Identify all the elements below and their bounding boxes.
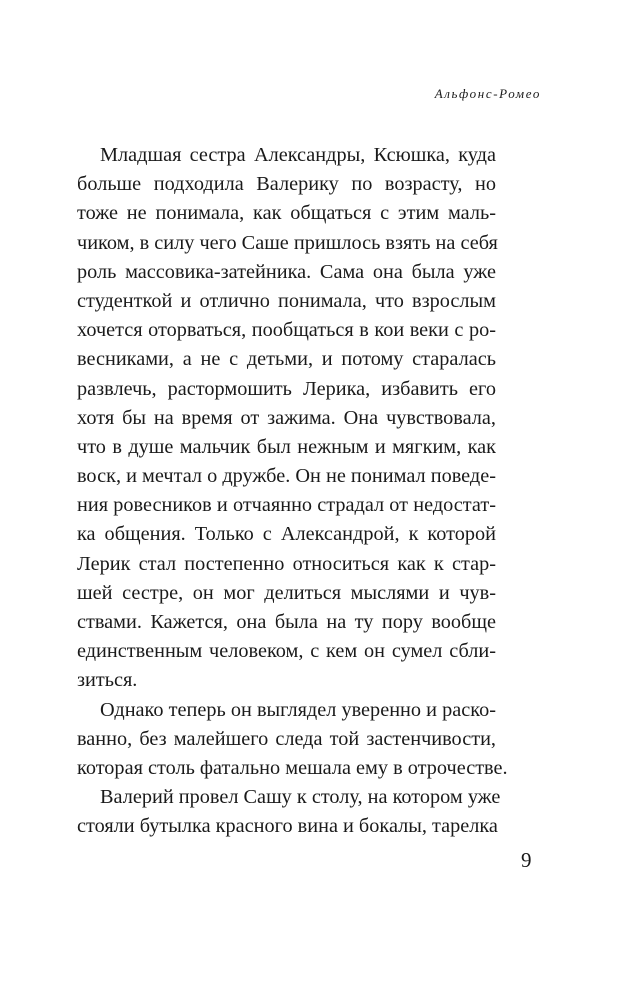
text-line: ка общения. Только с Александрой, к которой	[77, 523, 496, 546]
paragraph	[77, 141, 496, 696]
text-line: единственным человеком, с кем он сумел сбли-	[77, 640, 496, 663]
text-line: развлечь, растормошить Лерика, избавить его	[77, 377, 496, 400]
body-text	[77, 141, 508, 842]
text-line: шей сестре, он мог делиться мыслями и чув-	[77, 581, 496, 604]
text-line: роль массовика-затейника. Сама она была уже	[77, 260, 496, 283]
text-line: зиться.	[77, 669, 138, 692]
text-line: ния ровесников и отчаянно страдал от недостат-	[77, 494, 496, 517]
text-line: стояли бутылка красного вина и бокалы, тарелка	[77, 815, 498, 838]
text-line: которая столь фатально мешала ему в отрочестве.	[77, 756, 508, 779]
page-number: 9	[521, 848, 532, 872]
text-line: Лерик стал постепенно относиться как к стар-	[77, 552, 496, 575]
text-line: Младшая сестра Александры, Ксюшка, куда	[100, 144, 496, 166]
paragraph	[77, 783, 501, 841]
text-line: ванно, без малейшего следа той застенчивости,	[77, 727, 496, 750]
text-line: студенткой и отлично понимала, что взрослым	[77, 289, 496, 312]
text-line: что в душе мальчик был нежным и мягким, как	[77, 435, 496, 458]
text-line: хочется оторваться, пообщаться в кои веки с ро-	[77, 319, 496, 342]
running-header: Альфонс-Ромео	[434, 86, 541, 101]
text-line: Валерий провел Сашу к столу, на котором уже	[100, 786, 501, 809]
text-line: ствами. Кажется, она была на ту пору вообще	[77, 611, 496, 633]
text-line: чиком, в силу чего Саше пришлось взять на себя	[77, 231, 498, 254]
text-line: воск, и мечтал о дружбе. Он не понимал поведе-	[77, 465, 496, 488]
text-line: весниками, а не с детьми, и потому старалась	[77, 348, 496, 371]
paragraph	[77, 696, 508, 784]
text-line: хотя бы на время от зажима. Она чувствовала,	[77, 406, 496, 429]
text-line: больше подходила Валерику по возрасту, но	[77, 173, 496, 196]
text-line: Однако теперь он выглядел уверенно и раско-	[100, 698, 496, 721]
text-line: тоже не понимала, как общаться с этим маль-	[77, 202, 496, 225]
